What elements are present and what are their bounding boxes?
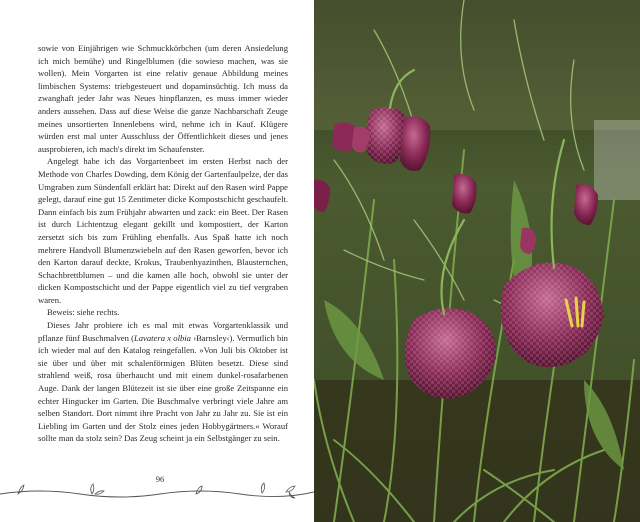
text-run: ›Barnsley‹). Vermutlich bin ich wieder mal auf den Katalog reingefallen. »Von Juli bis Oktober ist sie über und über mit schalenförmigen Blüten besetzt. Diese sind strahlend weiß, rosa überhaucht und mit einem dunkel-rosafarbenen Auge. Dank der langen Blütezeit ist sie über eine große Zeitspanne ein echter Hingucker im Garten. Die Buschmalve verbringt viele Jahre am selben Standort. Dort nimmt ihre Pracht von Jahr zu Jahr zu. Sie ist ein Liebling im Garten und der Stolz eines jeden Hobbygärtners.« Worauf sollte man da stolz sein? Das Zeug scheint ja ein Selbstgänger zu sein.	[38, 332, 288, 444]
flower-photo-icon	[314, 0, 640, 522]
paragraph: sowie von Einjährigen wie Schmuckkörbchen (um deren Ansiedelung ich mich bemühe) und Ringelblumen (die sowieso machen, was sie wollen). Mein Vorgarten ist eine relativ genaue Abbildung meines limbischen Systems: triebgesteuert und dopaminsüchtig. Ich muss da zwanghaft jeder Jahr was Neues hinpflanzen, es muss immer wieder anders aussehen. Dass auf diese Weise die ganze Nachbarschaft Zeuge meines unsortierten Innenlebens wird, nehme ich in Kauf. Klügere würden erst mal unter Ausschluss der Öffentlichkeit dieses und jenes ausprobieren, ich mach's direkt im Schaufenster.	[38, 43, 288, 154]
fritillaria-photo	[314, 0, 640, 522]
vine-ornament-icon	[0, 480, 314, 506]
botanical-name: Lavatera x olbia	[133, 332, 191, 343]
paragraph: Angelegt habe ich das Vorgartenbeet im ersten Herbst nach der Methode von Charles Dowding, dem König der Gartenfaulpelze, der das Umgraben zum Sündenfall erklärt hat: Direkt auf den Rasen wird Pappe gelegt, darauf eine gut 15 Zentimeter dicke Kompostschicht geschaufelt. Dann einfach bis zum Frühjahr abwarten und zack: ein Beet. Der Rasen ist durch Lichtentzug elegant gekillt und kompostiert, der Karton zersetzt sich bis zum Frühling ebenfalls. Aus Spaß hatte ich noch mehrere Handvoll Blumenzwiebeln auf den Rasen geworfen, bevor ich den Karton darauf deckte, Krokus, Traubenhyazinthen, Blausternchen, Schachbrettblumen – und die kamen alle hoch, obwohl sie unter der dicken Kompostschicht und der Pappe eigentlich viel zu tief vergraben waren.	[38, 156, 288, 305]
body-text	[38, 42, 288, 445]
page-number: 96	[155, 474, 165, 484]
text-run: Dieses Jahr probiere ich es mal mit etwas Vorgartenklassik und pflanze fünf Buschmalven (	[38, 320, 288, 343]
left-page	[0, 0, 314, 522]
paragraph: Beweis: siehe rechts.	[47, 307, 120, 318]
paragraph-last	[38, 319, 288, 445]
